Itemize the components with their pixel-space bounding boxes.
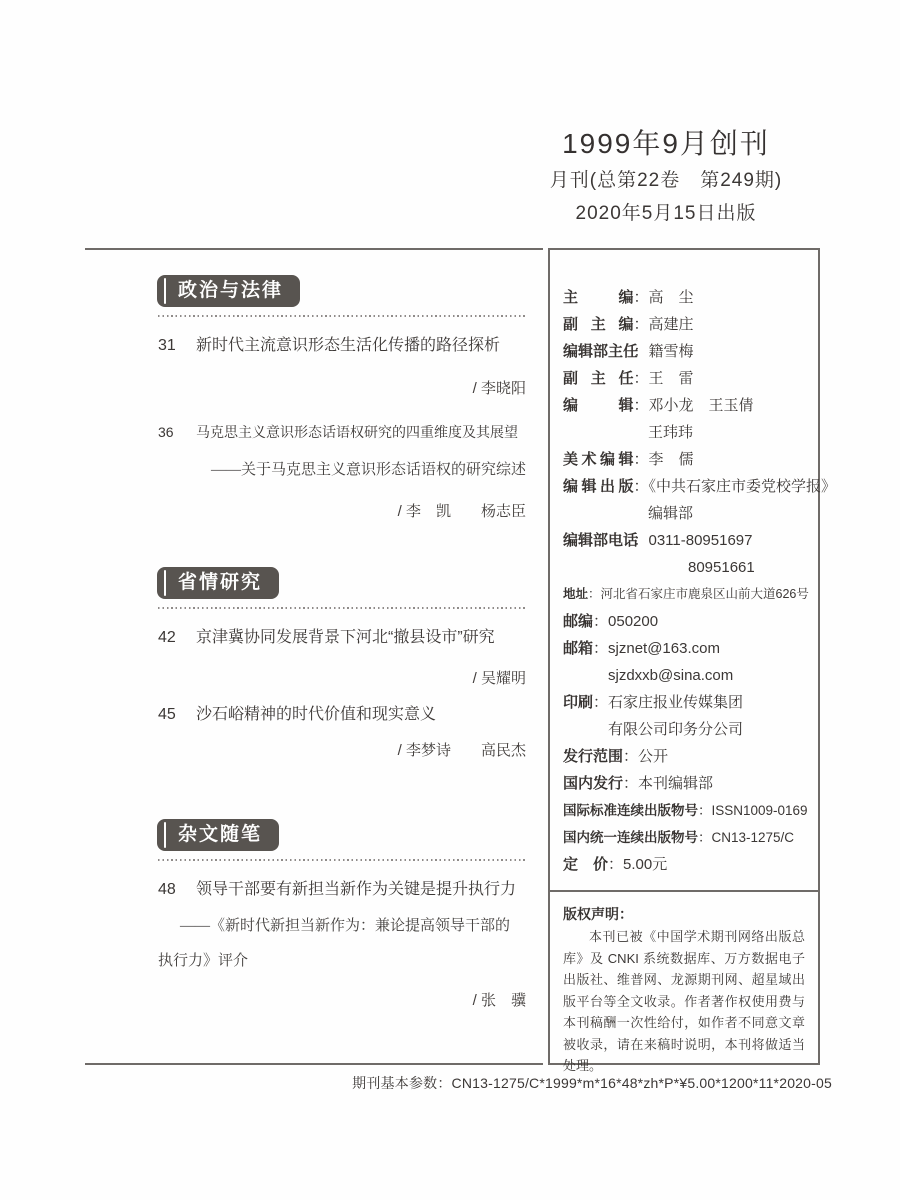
masthead-row	[563, 824, 806, 851]
masthead-value: ：王 雷	[633, 370, 694, 387]
toc-item-page-number: 31	[158, 337, 176, 354]
masthead-label: 邮编	[563, 613, 594, 630]
masthead-row	[563, 392, 806, 419]
issue-number: 月刊(总第22卷 第249期)	[549, 170, 783, 191]
masthead-value: ：石家庄报业传媒集团	[593, 694, 744, 711]
toc-item-title-text: 领导干部要有新担当新作为关键是提升执行力	[196, 881, 517, 898]
copyright-body: 本刊已被《中国学术期刊网络出版总库》及 CNKI 系统数据库、万方数据电子出版社、维普网、龙源期刊网、超星域出版平台等全文收录。作者著作权使用费与本刊稿酬一次性给付，如作者不同意文章被收录，请在来稿时说明，本刊将做适当处理。	[563, 929, 805, 1073]
toc-item-title	[158, 703, 526, 727]
masthead-value: 王玮玮	[648, 424, 694, 441]
founded-date: 1999年9月创刊	[562, 128, 770, 159]
journal-parameters-footer: 期刊基本参数：CN13-1275/C*1999*m*16*48*zh*P*¥5.00*1200*11*2020-05	[352, 1075, 832, 1091]
masthead-value: ：《中共石家庄市委党校学报》	[633, 478, 837, 495]
masthead-value: ：sjznet@163.com	[593, 640, 720, 657]
masthead-value: 有限公司印务分公司	[608, 721, 744, 738]
toc-item-title	[158, 878, 526, 902]
masthead-value: ：高建庄	[633, 316, 694, 333]
section-title: 政治与法律	[178, 280, 284, 301]
dotted-divider	[158, 315, 526, 318]
section-title: 省情研究	[178, 572, 263, 593]
masthead-label: 国内发行	[563, 775, 624, 792]
masthead-row	[563, 797, 806, 824]
toc-item-page-number: 48	[158, 881, 176, 898]
masthead-label: 副主任	[563, 370, 634, 387]
masthead-row-continuation	[563, 716, 806, 743]
masthead-label: 邮箱	[563, 640, 594, 657]
masthead-label: 编辑部电话	[563, 532, 639, 549]
section-spacer	[158, 523, 543, 568]
toc-section-provincial-research	[158, 568, 526, 762]
toc-item-authors: / 吴耀明	[472, 670, 526, 687]
masthead-label: 地址	[563, 587, 589, 601]
toc-item-subtitle: ——《新时代新担当新作为：兼论提高领导干部的	[180, 918, 511, 934]
masthead-row	[563, 338, 806, 365]
copyright-heading: 版权声明：	[563, 906, 633, 922]
masthead-value: ：0311-80951697	[633, 532, 753, 549]
dotted-divider	[158, 607, 526, 610]
masthead-row	[563, 770, 806, 797]
dotted-divider	[158, 859, 526, 862]
toc-item-title-text: 新时代主流意识形态生活化传播的路径探析	[196, 337, 501, 354]
toc-item-subtitle: 执行力》评介	[158, 953, 249, 969]
section-badge	[158, 276, 299, 306]
section-title: 杂文随笔	[178, 824, 263, 845]
toc-section-essays	[158, 820, 526, 1012]
section-badge	[158, 820, 278, 850]
toc-item-authors: / 李 凯 杨志臣	[397, 503, 526, 520]
masthead-label: 国内统一连续出版物号	[563, 830, 698, 845]
toc-item-authors: / 李梦诗 高民杰	[397, 742, 526, 759]
masthead-box	[548, 248, 837, 1073]
masthead-value: ：050200	[593, 613, 659, 630]
masthead-value: ：公开	[623, 748, 669, 765]
masthead-label: 编辑	[563, 397, 634, 414]
masthead-label: 印刷	[563, 694, 594, 711]
masthead-row	[563, 284, 806, 311]
toc-item-subtitle: ——关于马克思主义意识形态话语权的研究综述	[210, 462, 526, 478]
masthead-row	[563, 311, 806, 338]
masthead-row	[563, 608, 806, 635]
masthead-value: ：高 尘	[633, 289, 694, 306]
section-spacer	[158, 762, 543, 820]
masthead-value: 编辑部	[648, 505, 694, 522]
section-badge	[158, 568, 278, 598]
masthead-row	[563, 689, 806, 716]
toc-item-title	[158, 626, 526, 650]
masthead-value: ：邓小龙 王玉倩	[633, 397, 754, 414]
masthead-value: ：李 儒	[633, 451, 694, 468]
masthead-row	[563, 635, 806, 662]
masthead-value: ：CN13-1275/C	[698, 830, 795, 845]
masthead-row	[563, 581, 809, 608]
toc-item-title-text: 马克思主义意识形态话语权研究的四重维度及其展望	[196, 424, 518, 440]
issue-header	[518, 124, 814, 230]
masthead-label: 发行范围	[563, 748, 624, 765]
toc-item-title-text: 京津冀协同发展背景下河北“撤县设市”研究	[196, 629, 495, 646]
toc-item-page-number: 42	[158, 629, 176, 646]
toc-item-page-number: 36	[158, 424, 174, 440]
masthead-value: ：本刊编辑部	[623, 775, 714, 792]
toc-column	[85, 248, 543, 1065]
masthead-row	[563, 851, 806, 878]
masthead-value: ：河北省石家庄市鹿泉区山前大道626号	[588, 587, 809, 601]
masthead-label: 主编	[563, 289, 634, 306]
masthead-row	[563, 446, 806, 473]
toc-item-title	[158, 334, 526, 358]
toc-item-authors: / 李晓阳	[472, 380, 526, 397]
masthead-value: ：ISSN1009-0169	[698, 803, 808, 818]
masthead-value: ：籍雪梅	[633, 343, 694, 360]
masthead-value: 80951661	[688, 559, 755, 576]
masthead-row	[563, 473, 837, 500]
masthead-row-continuation	[563, 662, 806, 689]
masthead-value: sjzdxxb@sina.com	[608, 667, 734, 684]
copyright-notice	[550, 892, 818, 1083]
masthead-row	[563, 365, 806, 392]
masthead-label: 编辑部主任	[563, 343, 639, 360]
publish-date: 2020年5月15日出版	[575, 203, 757, 224]
masthead-row-continuation	[563, 554, 806, 581]
masthead-row-continuation	[563, 419, 806, 446]
masthead-row-continuation	[563, 500, 806, 527]
toc-item-title	[158, 420, 526, 444]
masthead-row	[563, 527, 806, 554]
toc-item-page-number: 45	[158, 706, 176, 723]
masthead-label: 编辑出版	[563, 478, 634, 495]
toc-item-title-text: 沙石峪精神的时代价值和现实意义	[196, 706, 437, 723]
masthead	[550, 250, 837, 886]
masthead-row	[563, 743, 806, 770]
masthead-label: 国际标准连续出版物号	[563, 803, 698, 818]
masthead-label: 副主编	[563, 316, 634, 333]
masthead-value: ：5.00元	[608, 856, 668, 873]
masthead-label: 定 价	[563, 856, 609, 873]
masthead-label: 美术编辑	[563, 451, 634, 468]
toc-section-politics-law	[158, 276, 526, 523]
toc-item-authors: / 张 骥	[472, 992, 526, 1009]
